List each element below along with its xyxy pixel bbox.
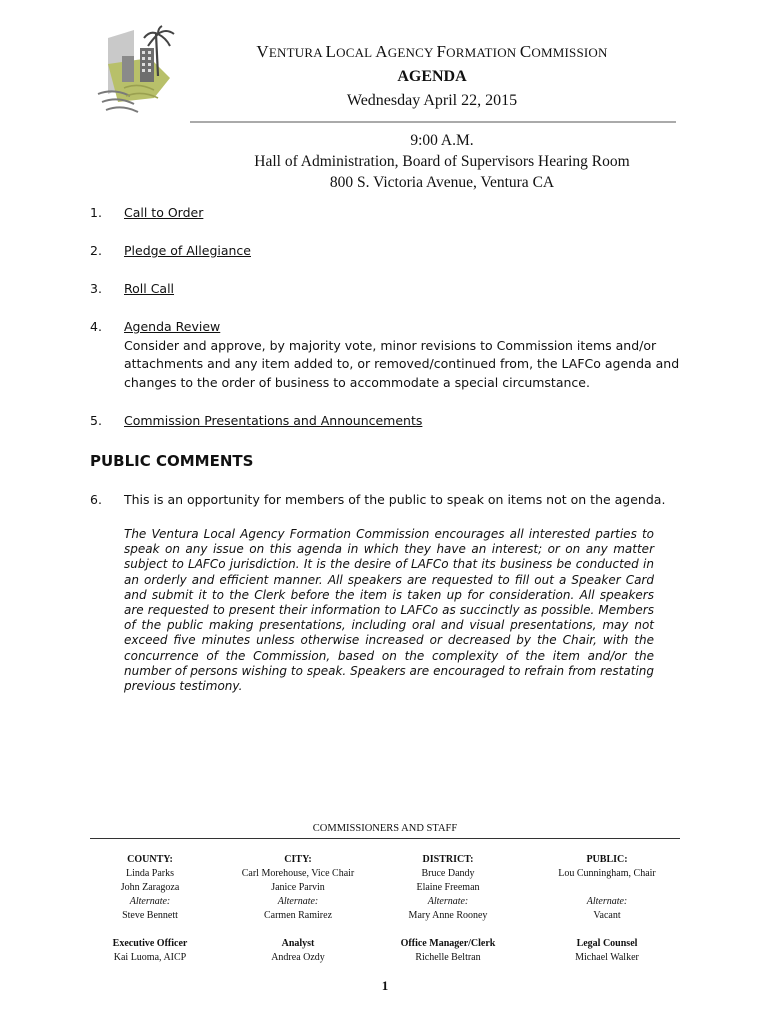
alternate-label: Alternate: bbox=[427, 896, 469, 907]
item-link-roll-call[interactable]: Roll Call bbox=[124, 281, 175, 296]
role-name: Andrea Ozdy bbox=[271, 952, 325, 963]
member-name: Bruce Dandy bbox=[421, 868, 475, 879]
legal-counsel bbox=[527, 937, 687, 965]
column-label: DISTRICT: bbox=[422, 854, 474, 865]
role-title: Legal Counsel bbox=[576, 938, 638, 949]
agenda-heading: AGENDA bbox=[397, 68, 467, 85]
item-number: 3. bbox=[90, 281, 102, 296]
district-column bbox=[368, 853, 528, 923]
lafco-logo bbox=[94, 24, 178, 116]
executive-officer bbox=[70, 937, 230, 965]
meeting-location-block bbox=[200, 130, 684, 193]
staff-divider bbox=[90, 838, 680, 839]
public-comment-description: This is an opportunity for members of the public to speak on items not on the agenda. bbox=[124, 492, 666, 507]
page-number: 1 bbox=[381, 978, 389, 993]
role-name: Kai Luoma, AICP bbox=[113, 952, 187, 963]
item-number: 5. bbox=[90, 413, 102, 428]
item-body bbox=[124, 318, 684, 392]
item-link-agenda-review[interactable]: Agenda Review bbox=[124, 319, 221, 334]
member-name: Janice Parvin bbox=[271, 882, 325, 893]
member-name: John Zaragoza bbox=[120, 882, 180, 893]
county-column bbox=[70, 853, 230, 923]
role-title: Executive Officer bbox=[112, 938, 188, 949]
alternate-name: Mary Anne Rooney bbox=[408, 910, 488, 921]
item-description: Consider and approve, by majority vote, minor revisions to Commission items and/or attachments and any item added to, or removed/continued from, the LAFCo agenda and changes to the order of business to accommodate a special circumstance. bbox=[124, 337, 680, 390]
alternate-name: Vacant bbox=[593, 910, 621, 921]
alternate-name: Carmen Ramirez bbox=[263, 910, 333, 921]
role-title: Office Manager/Clerk bbox=[400, 938, 496, 949]
meeting-address: 800 S. Victoria Avenue, Ventura CA bbox=[329, 174, 555, 191]
meeting-date: Wednesday April 22, 2015 bbox=[346, 92, 518, 109]
analyst bbox=[218, 937, 378, 965]
organization-name: VENTURA LOCAL AGENCY FORMATION COMMISSION bbox=[256, 42, 608, 61]
meeting-time: 9:00 A.M. bbox=[410, 132, 474, 149]
speaker-notice: The Ventura Local Agency Formation Commission encourages all interested parties to speak on any issue on this agenda in which they have an interest; or on any matter subject to LAFCo jurisdiction. It is the desire of LAFCo that its business be conducted in an orderly and efficient manner. All speakers are requested to fill out a Speaker Card and submit it to the Clerk before the item is taken up for consideration. All speakers are requested to present their information to LAFCo as succinctly as possible. Members of the public making presentations, including oral and visual presentations, may not exceed five minutes unless otherwise increased or decreased by the Chair, with the concurrence of the Commission, based on the complexity of the item and/or the number of persons wishing to speak. Speakers are encouraged to refrain from restating previous testimony. bbox=[124, 527, 654, 694]
item-link-presentations[interactable]: Commission Presentations and Announcements bbox=[124, 413, 423, 428]
alternate-label: Alternate: bbox=[129, 896, 171, 907]
staff-heading: COMMISSIONERS AND STAFF bbox=[312, 823, 458, 834]
alternate-name: Steve Bennett bbox=[122, 910, 178, 921]
office-manager-clerk bbox=[368, 937, 528, 965]
alternate-label: Alternate: bbox=[586, 896, 628, 907]
member-name: Linda Parks bbox=[125, 868, 175, 879]
item-link-call-to-order[interactable]: Call to Order bbox=[124, 205, 204, 220]
item-link-pledge[interactable]: Pledge of Allegiance bbox=[124, 243, 251, 258]
header-divider bbox=[190, 121, 676, 123]
column-label: CITY: bbox=[284, 854, 312, 865]
city-column bbox=[218, 853, 378, 923]
member-name: Lou Cunningham, Chair bbox=[558, 868, 656, 879]
spacer bbox=[527, 881, 687, 895]
item-number: 2. bbox=[90, 243, 102, 258]
public-comments-heading: PUBLIC COMMENTS bbox=[90, 452, 254, 470]
item-number: 4. bbox=[90, 319, 102, 334]
alternate-label: Alternate: bbox=[277, 896, 319, 907]
member-name: Elaine Freeman bbox=[416, 882, 480, 893]
member-name: Carl Morehouse, Vice Chair bbox=[241, 868, 355, 879]
role-title: Analyst bbox=[281, 938, 315, 949]
column-label: PUBLIC: bbox=[586, 854, 628, 865]
item-number: 6. bbox=[90, 492, 102, 507]
meeting-location: Hall of Administration, Board of Supervisors Hearing Room bbox=[254, 153, 630, 170]
column-label: COUNTY: bbox=[127, 854, 173, 865]
public-column bbox=[527, 853, 687, 923]
role-name: Richelle Beltran bbox=[415, 952, 481, 963]
role-name: Michael Walker bbox=[575, 952, 639, 963]
item-number: 1. bbox=[90, 205, 102, 220]
